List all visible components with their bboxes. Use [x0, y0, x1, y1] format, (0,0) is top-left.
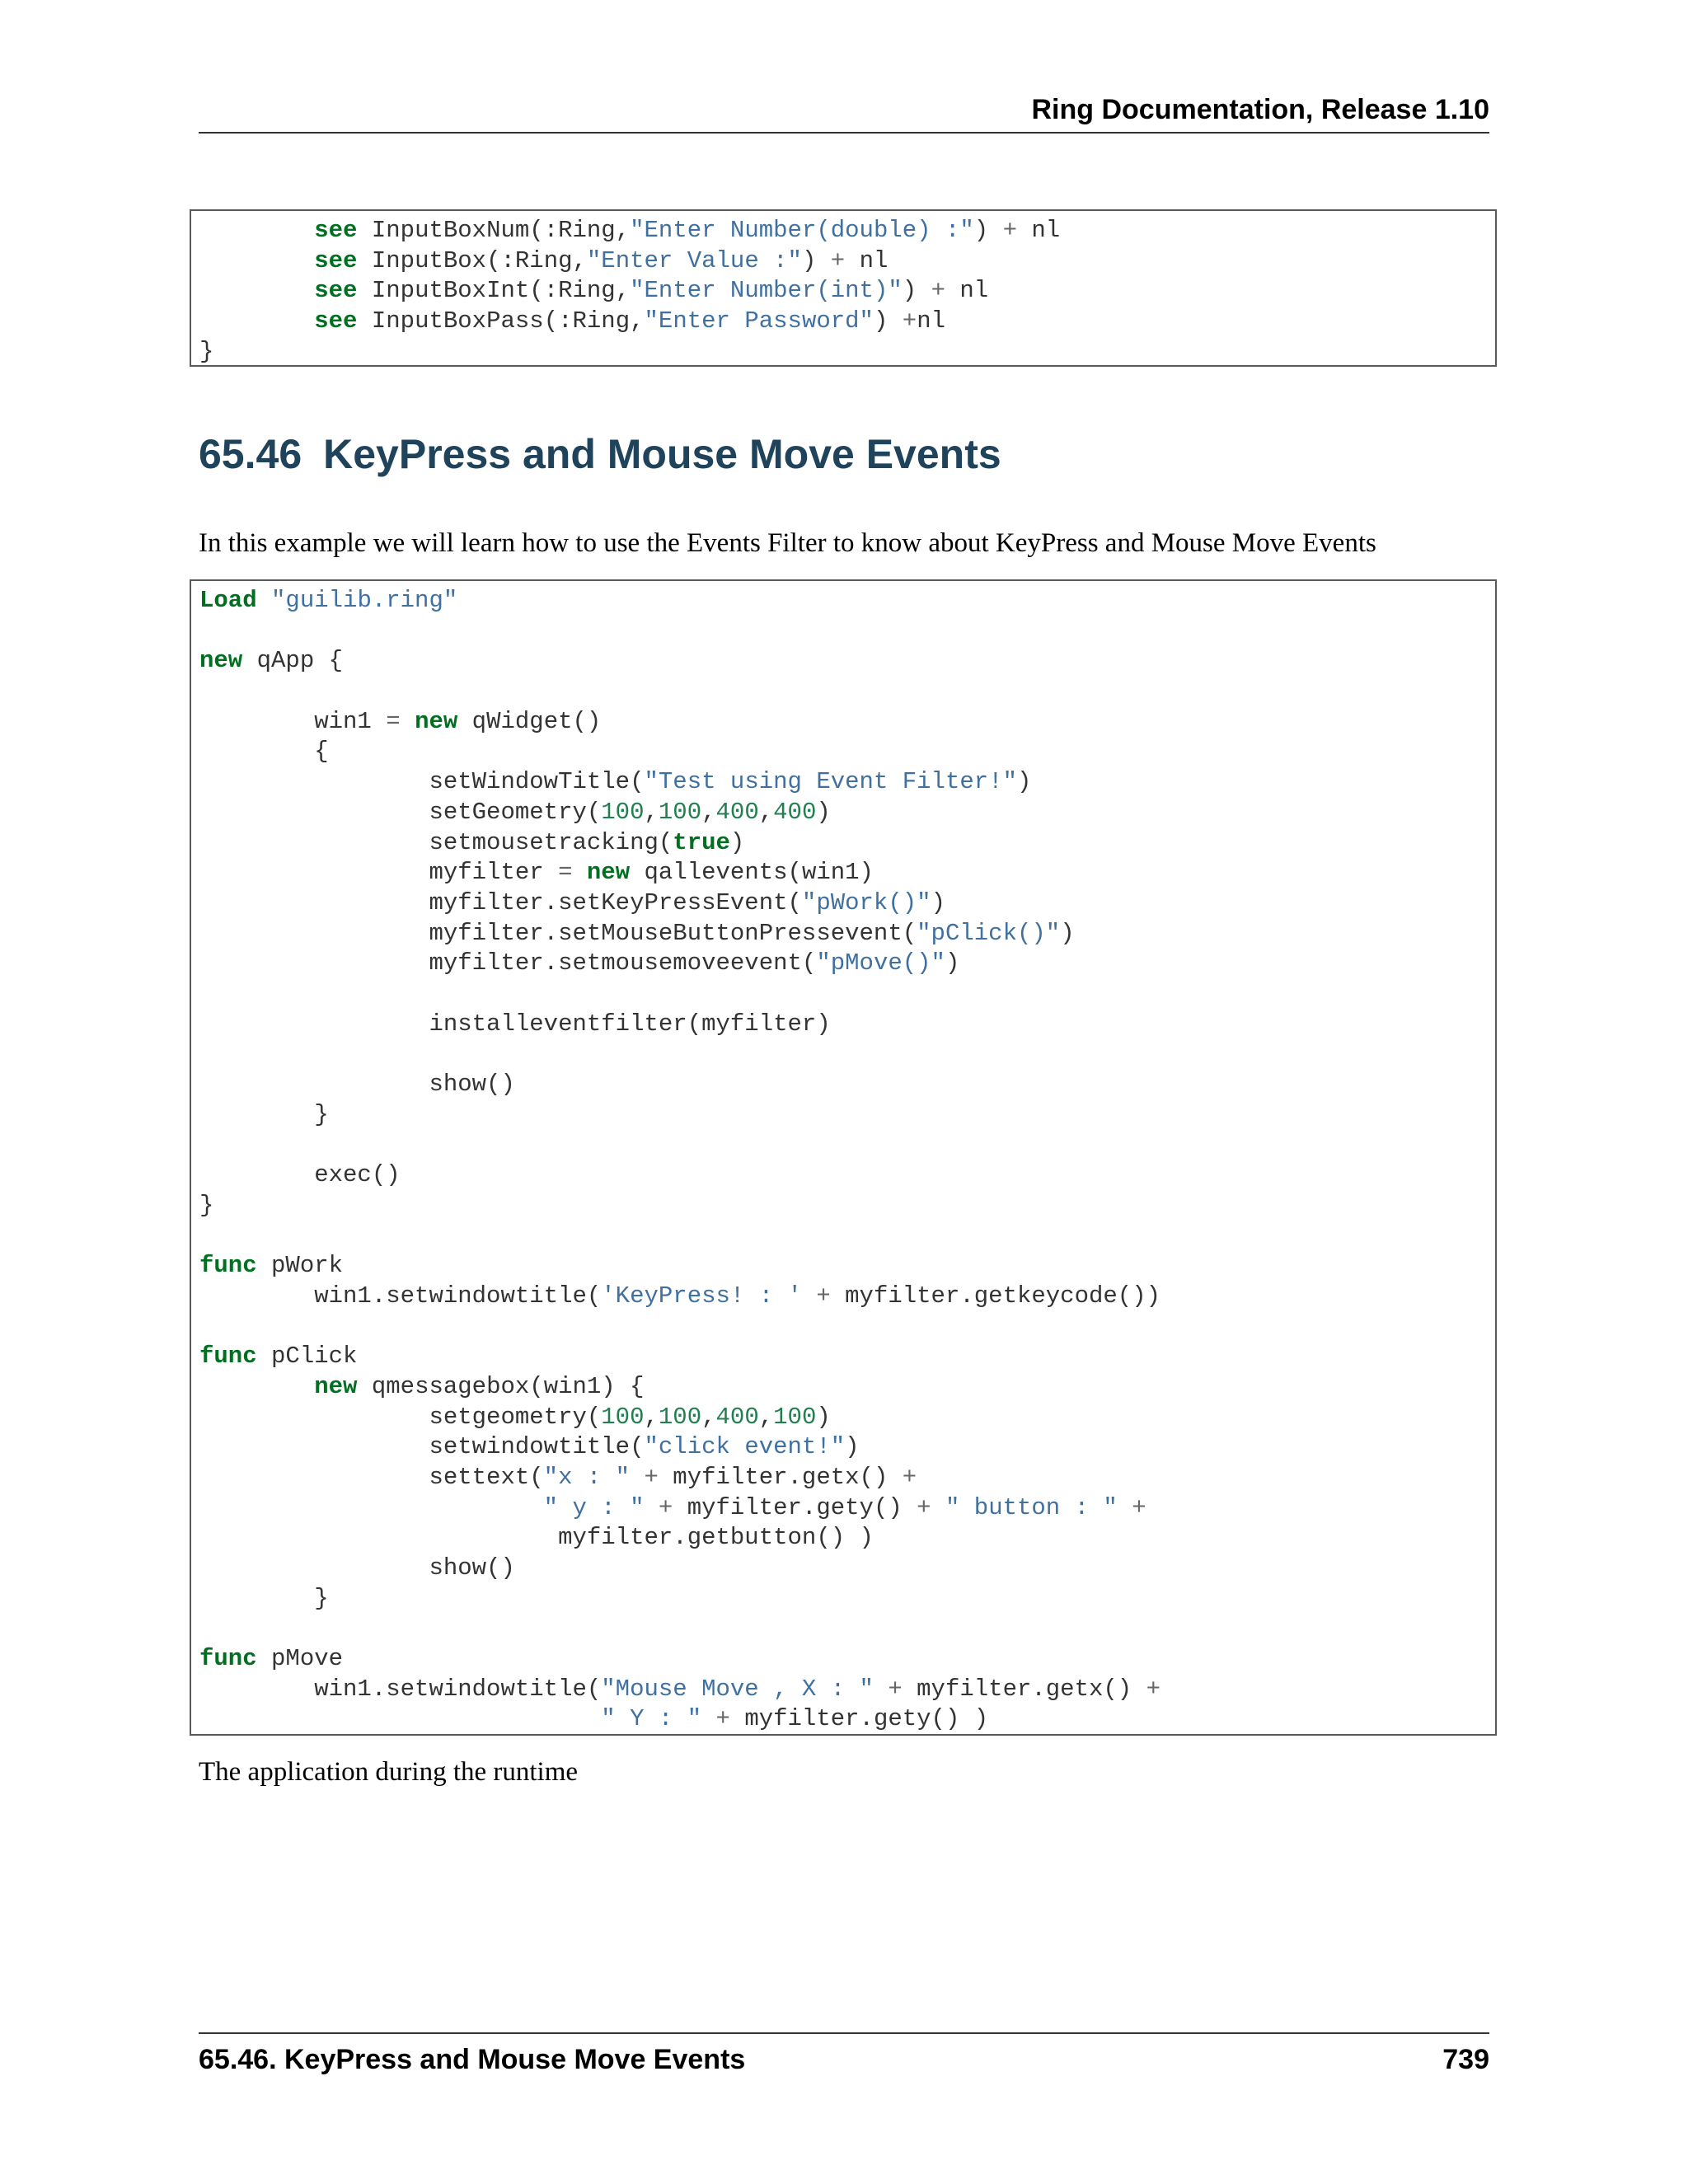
code-line: setmousetracking(true) — [199, 828, 745, 856]
code-line — [199, 677, 1495, 707]
code-line: win1.setwindowtitle("Mouse Move , X : " + myfilter.getx() + — [199, 1675, 1161, 1703]
page-number: 739 — [1442, 2044, 1489, 2075]
code-line: } — [199, 1584, 329, 1612]
code-line — [199, 616, 1495, 647]
code-line: see InputBox(:Ring,"Enter Value :") + nl — [314, 246, 889, 274]
code-line: " Y : " + myfilter.gety() ) — [601, 1705, 989, 1733]
page-header — [199, 89, 1489, 134]
code-line: func pMove — [199, 1645, 344, 1673]
code-line: exec() — [199, 1161, 401, 1189]
section-number: 65.46 — [199, 431, 302, 477]
code-line: setwindowtitle("click event!") — [199, 1433, 860, 1461]
code-line: Load "guilib.ring" — [199, 587, 458, 614]
code-line: } — [199, 1100, 329, 1128]
code-line — [199, 979, 1495, 1010]
code-line: win1.setwindowtitle('KeyPress! : ' + myfilter.getkeycode()) — [199, 1282, 1160, 1310]
code-line — [199, 1312, 1495, 1343]
code-block-input-boxes — [190, 209, 1497, 367]
code-line: new qmessagebox(win1) { — [314, 1372, 645, 1400]
code-line: func pWork — [199, 1252, 344, 1280]
code-line: " y : " + myfilter.gety() + " button : " + — [543, 1493, 1146, 1521]
code-block-event-filter-example — [190, 579, 1497, 1736]
page-footer — [199, 2032, 1489, 2083]
code-line: see InputBoxNum(:Ring,"Enter Number(double) :") + nl — [314, 217, 1061, 244]
code-line: } — [199, 1191, 214, 1219]
code-line: settext("x : " + myfilter.getx() + — [199, 1463, 917, 1491]
code-line: see InputBoxPass(:Ring,"Enter Password") +nl — [314, 307, 945, 335]
code-line: func pClick — [199, 1343, 358, 1371]
code-line: myfilter.setmousemoveevent("pMove()") — [199, 949, 960, 977]
code-line — [199, 1614, 1495, 1644]
footer-section-label: 65.46. KeyPress and Mouse Move Events — [199, 2044, 746, 2075]
code-line — [199, 1039, 1495, 1070]
section-heading — [199, 430, 1001, 478]
code-line: { — [199, 738, 329, 766]
section-title-text: KeyPress and Mouse Move Events — [323, 431, 1001, 477]
code-line: setGeometry(100,100,400,400) — [199, 798, 831, 826]
code-line: setWindowTitle("Test using Event Filter!") — [199, 768, 1032, 796]
code-line: myfilter = new qallevents(win1) — [199, 859, 874, 887]
code-line: win1 = new qWidget() — [199, 707, 602, 735]
code-line: show() — [199, 1071, 515, 1098]
code-line: } — [199, 337, 214, 365]
intro-paragraph: In this example we will learn how to use the Events Filter to know about KeyPress and Mouse Move Events — [199, 528, 1376, 558]
code-line — [199, 1221, 1495, 1251]
outro-paragraph: The application during the runtime — [199, 1757, 579, 1787]
code-line: installeventfilter(myfilter) — [199, 1010, 831, 1038]
code-line: setgeometry(100,100,400,100) — [199, 1403, 831, 1431]
code-line: myfilter.setMouseButtonPressevent("pClick()") — [199, 919, 1075, 947]
code-line: show() — [199, 1554, 515, 1582]
code-line — [199, 1130, 1495, 1160]
code-line: see InputBoxInt(:Ring,"Enter Number(int)") + nl — [314, 277, 989, 305]
code-line: myfilter.setKeyPressEvent("pWork()") — [199, 888, 945, 916]
document-title: Ring Documentation, Release 1.10 — [1031, 94, 1489, 125]
code-line: new qApp { — [199, 647, 344, 675]
code-line: myfilter.getbutton() ) — [199, 1524, 874, 1552]
